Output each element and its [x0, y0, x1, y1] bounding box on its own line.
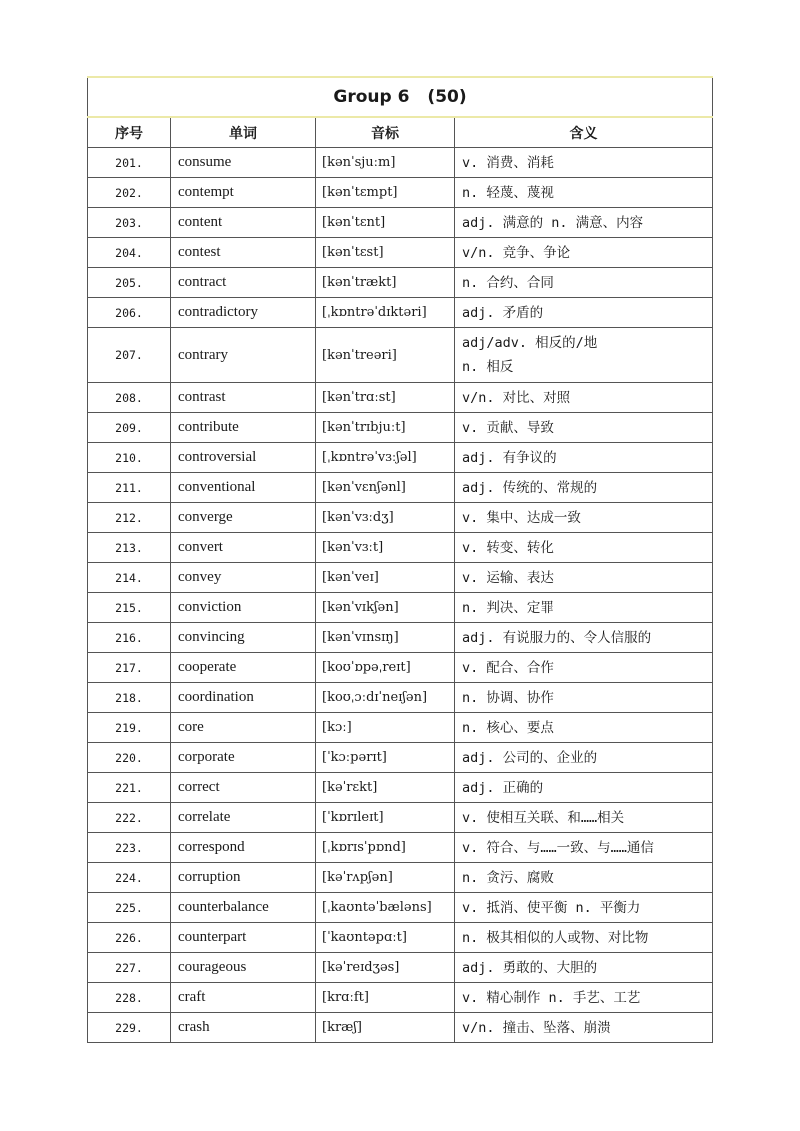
- meaning-line: n. 极其相似的人或物、对比物: [462, 929, 649, 946]
- row-meaning: [455, 953, 713, 983]
- row-phonetic: [ˌkɒntrəˈdɪktəri]: [316, 298, 455, 328]
- row-word: counterpart: [171, 923, 316, 953]
- row-word: cooperate: [171, 653, 316, 683]
- row-word: convey: [171, 563, 316, 593]
- row-phonetic: [kənˈsjuːm]: [316, 148, 455, 178]
- group-label: Group 6: [333, 87, 410, 107]
- meaning-line: v. 精心制作 n. 手艺、工艺: [462, 989, 641, 1006]
- meaning-line: adj. 矛盾的: [462, 304, 544, 321]
- row-phonetic: [kənˈvɜːt]: [316, 533, 455, 563]
- row-phonetic: [krɑːft]: [316, 983, 455, 1013]
- row-number: 222.: [88, 803, 171, 833]
- row-number: 208.: [88, 383, 171, 413]
- row-word: correspond: [171, 833, 316, 863]
- row-number: 220.: [88, 743, 171, 773]
- table-row: [88, 833, 713, 863]
- row-meaning: [455, 623, 713, 653]
- row-word: contrast: [171, 383, 316, 413]
- row-phonetic: [kənˈtrɑːst]: [316, 383, 455, 413]
- table-row: [88, 863, 713, 893]
- row-number: 206.: [88, 298, 171, 328]
- row-meaning: [455, 713, 713, 743]
- row-phonetic: [kəˈrɛkt]: [316, 773, 455, 803]
- row-meaning: [455, 593, 713, 623]
- table-row: [88, 683, 713, 713]
- table-row: [88, 268, 713, 298]
- meaning-line: adj. 正确的: [462, 779, 544, 796]
- row-number: 215.: [88, 593, 171, 623]
- row-meaning: [455, 1013, 713, 1043]
- row-number: 205.: [88, 268, 171, 298]
- table-row: [88, 923, 713, 953]
- meaning-line: v. 集中、达成一致: [462, 509, 581, 526]
- row-word: contest: [171, 238, 316, 268]
- row-word: conventional: [171, 473, 316, 503]
- row-word: controversial: [171, 443, 316, 473]
- header-number: 序号: [88, 117, 171, 148]
- meaning-line: adj. 传统的、常规的: [462, 479, 598, 496]
- row-number: 224.: [88, 863, 171, 893]
- row-phonetic: [kənˈtɛnt]: [316, 208, 455, 238]
- row-word: courageous: [171, 953, 316, 983]
- table-row: [88, 743, 713, 773]
- row-meaning: [455, 148, 713, 178]
- row-meaning: [455, 178, 713, 208]
- table-row: [88, 623, 713, 653]
- table-row: [88, 803, 713, 833]
- meaning-line: n. 协调、协作: [462, 689, 554, 706]
- row-phonetic: [kɔː]: [316, 713, 455, 743]
- row-number: 207.: [88, 328, 171, 383]
- row-number: 229.: [88, 1013, 171, 1043]
- row-meaning: [455, 983, 713, 1013]
- table-row: [88, 473, 713, 503]
- row-meaning: [455, 413, 713, 443]
- row-word: correlate: [171, 803, 316, 833]
- table-row: [88, 893, 713, 923]
- row-number: 202.: [88, 178, 171, 208]
- row-phonetic: [kəˈreɪdʒəs]: [316, 953, 455, 983]
- table-row: [88, 413, 713, 443]
- count-label: (50): [427, 87, 467, 107]
- table-row: [88, 533, 713, 563]
- row-number: 201.: [88, 148, 171, 178]
- table-row: [88, 593, 713, 623]
- row-number: 211.: [88, 473, 171, 503]
- row-word: contradictory: [171, 298, 316, 328]
- row-word: convincing: [171, 623, 316, 653]
- meaning-line: adj. 有说服力的、令人信服的: [462, 629, 652, 646]
- vocabulary-table: [87, 76, 713, 1043]
- table-row: [88, 298, 713, 328]
- row-phonetic: [kənˈvɪkʃən]: [316, 593, 455, 623]
- row-meaning: [455, 773, 713, 803]
- row-meaning: [455, 268, 713, 298]
- row-number: 209.: [88, 413, 171, 443]
- row-number: 227.: [88, 953, 171, 983]
- row-word: consume: [171, 148, 316, 178]
- table-row: [88, 148, 713, 178]
- row-word: contribute: [171, 413, 316, 443]
- row-meaning: [455, 923, 713, 953]
- row-word: content: [171, 208, 316, 238]
- meaning-line: n. 核心、要点: [462, 719, 554, 736]
- row-word: contempt: [171, 178, 316, 208]
- meaning-line: v. 运输、表达: [462, 569, 554, 586]
- table-row: [88, 773, 713, 803]
- row-word: correct: [171, 773, 316, 803]
- table-title: [88, 77, 713, 117]
- row-word: corruption: [171, 863, 316, 893]
- meaning-line: adj. 满意的 n. 满意、内容: [462, 214, 644, 231]
- row-phonetic: [kənˈtreəri]: [316, 328, 455, 383]
- row-number: 221.: [88, 773, 171, 803]
- row-meaning: [455, 473, 713, 503]
- row-meaning: [455, 863, 713, 893]
- header-word: 单词: [171, 117, 316, 148]
- table-row: [88, 178, 713, 208]
- meaning-line: v. 配合、合作: [462, 659, 554, 676]
- row-phonetic: [kənˈtrɪbjuːt]: [316, 413, 455, 443]
- row-phonetic: [kəˈrʌpʃən]: [316, 863, 455, 893]
- row-number: 203.: [88, 208, 171, 238]
- row-meaning: [455, 298, 713, 328]
- row-phonetic: [kənˈvɛnʃənl]: [316, 473, 455, 503]
- row-phonetic: [ˈkaʊntəpɑːt]: [316, 923, 455, 953]
- row-word: craft: [171, 983, 316, 1013]
- row-word: coordination: [171, 683, 316, 713]
- row-phonetic: [kənˈtrækt]: [316, 268, 455, 298]
- table-row: [88, 1013, 713, 1043]
- row-number: 210.: [88, 443, 171, 473]
- row-phonetic: [ˈkɔːpərɪt]: [316, 743, 455, 773]
- row-word: corporate: [171, 743, 316, 773]
- header-meaning: 含义: [455, 117, 713, 148]
- meaning-line: v. 使相互关联、和……相关: [462, 809, 625, 826]
- row-phonetic: [kənˈtɛmpt]: [316, 178, 455, 208]
- table-body: [88, 148, 713, 1043]
- row-number: 228.: [88, 983, 171, 1013]
- meaning-line: n. 贪污、腐败: [462, 869, 554, 886]
- row-word: converge: [171, 503, 316, 533]
- row-number: 213.: [88, 533, 171, 563]
- meaning-line: v/n. 对比、对照: [462, 389, 571, 406]
- row-number: 216.: [88, 623, 171, 653]
- meaning-line: n. 判决、定罪: [462, 599, 554, 616]
- meaning-line: v/n. 撞击、坠落、崩溃: [462, 1019, 611, 1036]
- row-meaning: [455, 833, 713, 863]
- row-number: 212.: [88, 503, 171, 533]
- meaning-line: v/n. 竞争、争论: [462, 244, 571, 261]
- row-phonetic: [koʊˌɔːdɪˈneɪʃən]: [316, 683, 455, 713]
- table-row: [88, 713, 713, 743]
- row-meaning: [455, 563, 713, 593]
- row-number: 204.: [88, 238, 171, 268]
- row-meaning: [455, 803, 713, 833]
- row-meaning: [455, 328, 713, 383]
- row-meaning: [455, 743, 713, 773]
- row-word: counterbalance: [171, 893, 316, 923]
- row-phonetic: [ˌkɒntrəˈvɜːʃəl]: [316, 443, 455, 473]
- row-meaning: [455, 683, 713, 713]
- row-phonetic: [ˌkaʊntəˈbæləns]: [316, 893, 455, 923]
- table-row: [88, 983, 713, 1013]
- meaning-line: n. 相反: [462, 359, 514, 375]
- row-phonetic: [kənˈveɪ]: [316, 563, 455, 593]
- meaning-line: n. 合约、合同: [462, 274, 554, 291]
- row-meaning: [455, 443, 713, 473]
- table-header-row: [88, 117, 713, 148]
- row-phonetic: [kræʃ]: [316, 1013, 455, 1043]
- table-row: [88, 563, 713, 593]
- row-number: 214.: [88, 563, 171, 593]
- table-row: [88, 653, 713, 683]
- row-word: contract: [171, 268, 316, 298]
- row-meaning: [455, 893, 713, 923]
- row-phonetic: [ˌkɒrɪsˈpɒnd]: [316, 833, 455, 863]
- table-row: [88, 383, 713, 413]
- row-meaning: [455, 503, 713, 533]
- row-word: core: [171, 713, 316, 743]
- row-meaning: [455, 653, 713, 683]
- meaning-line: adj. 有争议的: [462, 449, 557, 466]
- row-word: convert: [171, 533, 316, 563]
- meaning-line: adj/adv. 相反的/地: [462, 335, 598, 351]
- row-phonetic: [kənˈtɛst]: [316, 238, 455, 268]
- row-word: conviction: [171, 593, 316, 623]
- header-phonetic: 音标: [316, 117, 455, 148]
- meaning-line: v. 抵消、使平衡 n. 平衡力: [462, 899, 641, 916]
- meaning-line: v. 转变、转化: [462, 539, 554, 556]
- row-word: contrary: [171, 328, 316, 383]
- row-word: crash: [171, 1013, 316, 1043]
- row-number: 218.: [88, 683, 171, 713]
- row-meaning: [455, 383, 713, 413]
- table-row: [88, 208, 713, 238]
- meaning-line: v. 符合、与……一致、与……通信: [462, 839, 654, 856]
- row-number: 219.: [88, 713, 171, 743]
- row-phonetic: [koʊˈɒpəˌreɪt]: [316, 653, 455, 683]
- row-phonetic: [kənˈvɪnsɪŋ]: [316, 623, 455, 653]
- meaning-line: adj. 勇敢的、大胆的: [462, 959, 598, 976]
- row-phonetic: [ˈkɒrɪleɪt]: [316, 803, 455, 833]
- row-number: 217.: [88, 653, 171, 683]
- meaning-line: v. 消费、消耗: [462, 154, 554, 171]
- row-number: 225.: [88, 893, 171, 923]
- table-title-row: [88, 77, 713, 117]
- meaning-line: n. 轻蔑、蔑视: [462, 184, 554, 201]
- row-number: 226.: [88, 923, 171, 953]
- table-row: [88, 443, 713, 473]
- table-row: [88, 953, 713, 983]
- row-meaning: [455, 238, 713, 268]
- meaning-line: v. 贡献、导致: [462, 419, 554, 436]
- table-row: [88, 503, 713, 533]
- row-number: 223.: [88, 833, 171, 863]
- row-meaning: [455, 533, 713, 563]
- meaning-line: adj. 公司的、企业的: [462, 749, 598, 766]
- table-row: [88, 238, 713, 268]
- row-meaning: [455, 208, 713, 238]
- table-row: [88, 328, 713, 383]
- row-phonetic: [kənˈvɜːdʒ]: [316, 503, 455, 533]
